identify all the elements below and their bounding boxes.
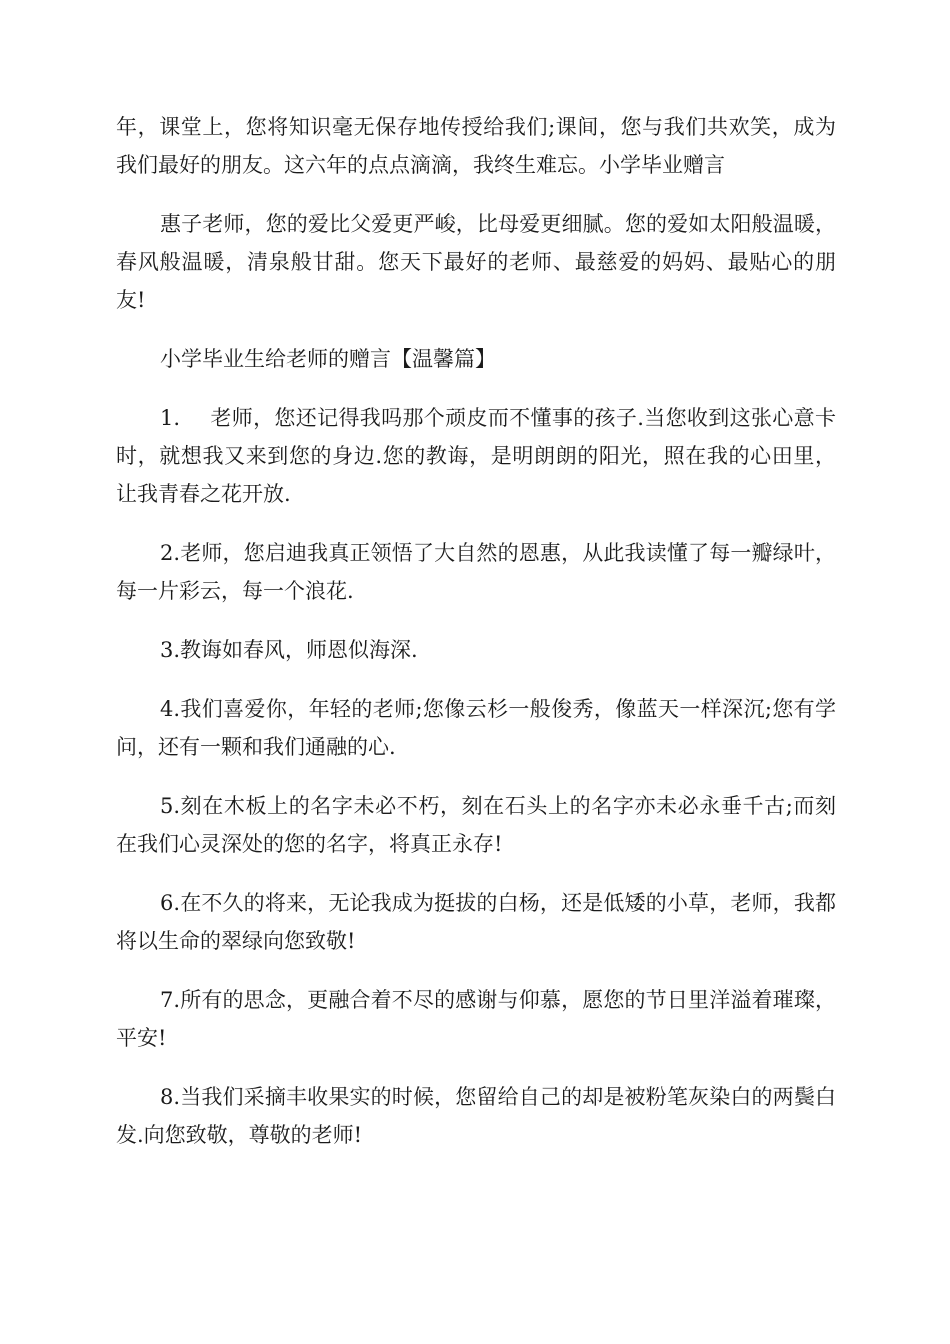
list-item-1 <box>116 399 836 513</box>
list-item-7: 7.所有的思念，更融合着不尽的感谢与仰慕，愿您的节日里洋溢着璀璨，平安! <box>116 988 836 1050</box>
list-item-2: 2.老师，您启迪我真正领悟了大自然的恩惠，从此我读懂了每一瓣绿叶，每一片彩云，每一个浪花. <box>116 541 836 603</box>
list-item-3: 3.教诲如春风，师恩似海深. <box>160 638 418 662</box>
list-item-text: 老师，您还记得我吗那个顽皮而不懂事的孩子.当您收到这张心意卡时，就想我又来到您的身边.您的教诲，是明朗朗的阳光，照在我的心田里，让我青春之花开放. <box>116 406 836 506</box>
document-page <box>116 108 836 1175</box>
list-item-6: 6.在不久的将来，无论我成为挺拔的白杨，还是低矮的小草，老师，我都将以生命的翠绿向您致敬! <box>116 891 836 953</box>
paragraph-continuation: 年，课堂上，您将知识毫无保存地传授给我们;课间，您与我们共欢笑，成为我们最好的朋友。这六年的点点滴滴，我终生难忘。小学毕业赠言 <box>116 115 836 177</box>
list-item-5: 5.刻在木板上的名字未必不朽，刻在石头上的名字亦未必永垂千古;而刻在我们心灵深处的您的名字，将真正永存! <box>116 794 836 856</box>
paragraph-huizi-teacher: 惠子老师，您的爱比父爱更严峻，比母爱更细腻。您的爱如太阳般温暖，春风般温暖，清泉般甘甜。您天下最好的老师、最慈爱的妈妈、最贴心的朋友! <box>116 212 836 312</box>
list-item-number: 1. <box>160 406 181 430</box>
list-item-4: 4.我们喜爱你，年轻的老师;您像云杉一般俊秀，像蓝天一样深沉;您有学问，还有一颗和我们通融的心. <box>116 697 836 759</box>
section-heading: 小学毕业生给老师的赠言【温馨篇】 <box>160 347 496 371</box>
list-item-8: 8.当我们采摘丰收果实的时候，您留给自己的却是被粉笔灰染白的两鬓白发.向您致敬，尊敬的老师! <box>116 1085 836 1147</box>
